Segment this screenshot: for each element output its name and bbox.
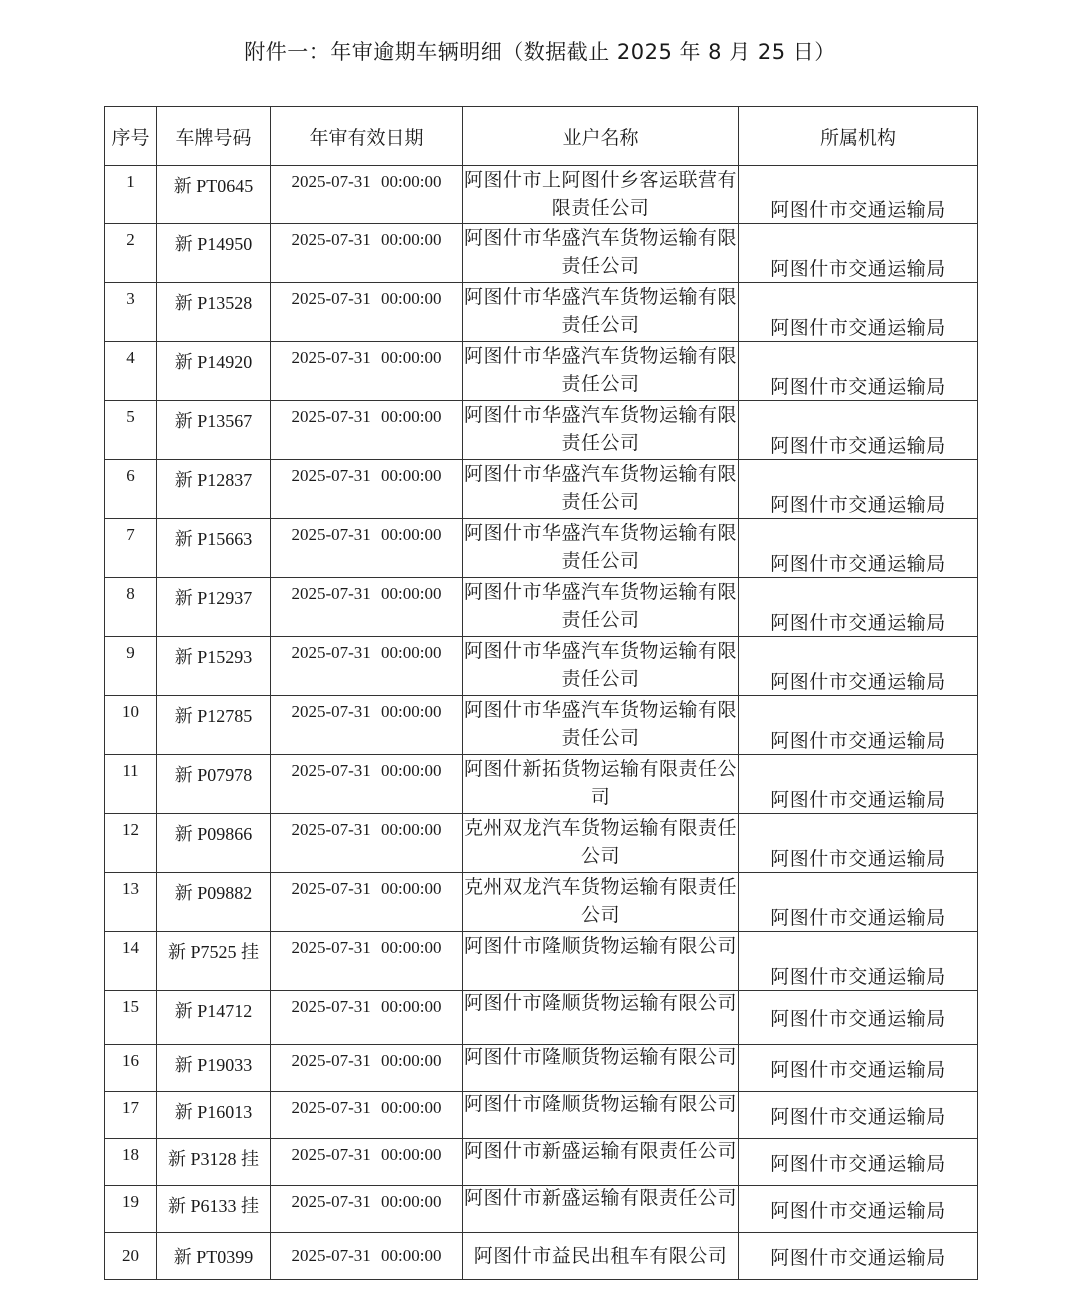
row-serial-number: 18	[105, 1139, 157, 1186]
row-plate-number: 新 P12785	[157, 696, 271, 755]
row-plate-number: 新 P12837	[157, 460, 271, 519]
row-inspection-date: 2025-07-31 00:00:00	[271, 814, 463, 873]
row-inspection-date: 2025-07-31 00:00:00	[271, 578, 463, 637]
header-plate-number: 车牌号码	[157, 107, 271, 166]
row-inspection-date: 2025-07-31 00:00:00	[271, 342, 463, 401]
row-owner-name: 阿图什市华盛汽车货物运输有限责任公司	[463, 578, 739, 637]
row-owner-name: 阿图什市新盛运输有限责任公司	[463, 1186, 739, 1233]
table-row	[105, 755, 978, 814]
table-row	[105, 814, 978, 873]
row-owner-name: 阿图什市上阿图什乡客运联营有限责任公司	[463, 166, 739, 224]
row-owner-name: 阿图什新拓货物运输有限责任公司	[463, 755, 739, 814]
row-owner-name: 阿图什市华盛汽车货物运输有限责任公司	[463, 401, 739, 460]
row-plate-number: 新 P14920	[157, 342, 271, 401]
table-row	[105, 519, 978, 578]
row-plate-number: 新 P12937	[157, 578, 271, 637]
document-title: 附件一：年审逾期车辆明细（数据截止 2025 年 8 月 25 日）	[244, 40, 836, 64]
row-owner-name: 阿图什市华盛汽车货物运输有限责任公司	[463, 342, 739, 401]
row-plate-number: 新 P09866	[157, 814, 271, 873]
row-serial-number: 6	[105, 460, 157, 519]
row-plate-number: 新 P6133 挂	[157, 1186, 271, 1233]
row-serial-number: 9	[105, 637, 157, 696]
row-organization: 阿图什市交通运输局	[739, 991, 978, 1045]
row-serial-number: 4	[105, 342, 157, 401]
row-inspection-date: 2025-07-31 00:00:00	[271, 696, 463, 755]
row-plate-number: 新 P14950	[157, 224, 271, 283]
row-serial-number: 19	[105, 1186, 157, 1233]
row-plate-number: 新 P3128 挂	[157, 1139, 271, 1186]
header-organization: 所属机构	[739, 107, 978, 166]
table-row	[105, 991, 978, 1045]
row-owner-name: 阿图什市新盛运输有限责任公司	[463, 1139, 739, 1186]
table-row	[105, 696, 978, 755]
row-inspection-date: 2025-07-31 00:00:00	[271, 166, 463, 224]
row-organization: 阿图什市交通运输局	[739, 755, 978, 814]
row-owner-name: 阿图什市隆顺货物运输有限公司	[463, 932, 739, 991]
row-serial-number: 14	[105, 932, 157, 991]
row-plate-number: 新 P16013	[157, 1092, 271, 1139]
row-serial-number: 16	[105, 1045, 157, 1092]
row-plate-number: 新 P07978	[157, 755, 271, 814]
table-row	[105, 1045, 978, 1092]
header-serial-number: 序号	[105, 107, 157, 166]
table-row	[105, 224, 978, 283]
row-inspection-date: 2025-07-31 00:00:00	[271, 1186, 463, 1233]
row-inspection-date: 2025-07-31 00:00:00	[271, 1233, 463, 1280]
row-organization: 阿图什市交通运输局	[739, 1139, 978, 1186]
table-row	[105, 166, 978, 224]
row-inspection-date: 2025-07-31 00:00:00	[271, 991, 463, 1045]
header-inspection-valid-date: 年审有效日期	[271, 107, 463, 166]
row-inspection-date: 2025-07-31 00:00:00	[271, 637, 463, 696]
table-row	[105, 401, 978, 460]
row-plate-number: 新 P19033	[157, 1045, 271, 1092]
row-owner-name: 阿图什市华盛汽车货物运输有限责任公司	[463, 460, 739, 519]
row-plate-number: 新 P13567	[157, 401, 271, 460]
row-organization: 阿图什市交通运输局	[739, 519, 978, 578]
table-row	[105, 637, 978, 696]
table-body	[105, 166, 978, 1280]
row-organization: 阿图什市交通运输局	[739, 932, 978, 991]
row-owner-name: 克州双龙汽车货物运输有限责任公司	[463, 814, 739, 873]
header-owner-name: 业户名称	[463, 107, 739, 166]
row-serial-number: 15	[105, 991, 157, 1045]
row-inspection-date: 2025-07-31 00:00:00	[271, 1092, 463, 1139]
row-serial-number: 17	[105, 1092, 157, 1139]
row-serial-number: 10	[105, 696, 157, 755]
row-inspection-date: 2025-07-31 00:00:00	[271, 1139, 463, 1186]
row-organization: 阿图什市交通运输局	[739, 166, 978, 224]
row-owner-name: 阿图什市隆顺货物运输有限公司	[463, 1045, 739, 1092]
row-owner-name: 阿图什市益民出租车有限公司	[463, 1233, 739, 1280]
row-inspection-date: 2025-07-31 00:00:00	[271, 519, 463, 578]
row-serial-number: 8	[105, 578, 157, 637]
row-organization: 阿图什市交通运输局	[739, 578, 978, 637]
row-serial-number: 1	[105, 166, 157, 224]
row-serial-number: 12	[105, 814, 157, 873]
table-header	[105, 107, 978, 166]
row-organization: 阿图什市交通运输局	[739, 1045, 978, 1092]
row-inspection-date: 2025-07-31 00:00:00	[271, 401, 463, 460]
table-row	[105, 1233, 978, 1280]
row-organization: 阿图什市交通运输局	[739, 1186, 978, 1233]
table-row	[105, 460, 978, 519]
row-organization: 阿图什市交通运输局	[739, 1092, 978, 1139]
table-row	[105, 283, 978, 342]
row-inspection-date: 2025-07-31 00:00:00	[271, 283, 463, 342]
row-plate-number: 新 P15663	[157, 519, 271, 578]
row-owner-name: 阿图什市华盛汽车货物运输有限责任公司	[463, 283, 739, 342]
row-plate-number: 新 PT0645	[157, 166, 271, 224]
row-organization: 阿图什市交通运输局	[739, 460, 978, 519]
row-plate-number: 新 PT0399	[157, 1233, 271, 1280]
row-owner-name: 阿图什市华盛汽车货物运输有限责任公司	[463, 519, 739, 578]
row-serial-number: 7	[105, 519, 157, 578]
table-row	[105, 1139, 978, 1186]
row-organization: 阿图什市交通运输局	[739, 224, 978, 283]
row-serial-number: 20	[105, 1233, 157, 1280]
table-row	[105, 873, 978, 932]
row-serial-number: 2	[105, 224, 157, 283]
row-organization: 阿图什市交通运输局	[739, 401, 978, 460]
row-owner-name: 阿图什市隆顺货物运输有限公司	[463, 991, 739, 1045]
row-organization: 阿图什市交通运输局	[739, 814, 978, 873]
row-plate-number: 新 P09882	[157, 873, 271, 932]
row-organization: 阿图什市交通运输局	[739, 696, 978, 755]
row-inspection-date: 2025-07-31 00:00:00	[271, 932, 463, 991]
row-inspection-date: 2025-07-31 00:00:00	[271, 1045, 463, 1092]
row-plate-number: 新 P13528	[157, 283, 271, 342]
row-organization: 阿图什市交通运输局	[739, 342, 978, 401]
row-inspection-date: 2025-07-31 00:00:00	[271, 460, 463, 519]
row-inspection-date: 2025-07-31 00:00:00	[271, 224, 463, 283]
row-organization: 阿图什市交通运输局	[739, 1233, 978, 1280]
row-owner-name: 克州双龙汽车货物运输有限责任公司	[463, 873, 739, 932]
table-row	[105, 1092, 978, 1139]
row-serial-number: 5	[105, 401, 157, 460]
row-plate-number: 新 P15293	[157, 637, 271, 696]
row-organization: 阿图什市交通运输局	[739, 637, 978, 696]
row-owner-name: 阿图什市华盛汽车货物运输有限责任公司	[463, 637, 739, 696]
row-serial-number: 11	[105, 755, 157, 814]
row-owner-name: 阿图什市华盛汽车货物运输有限责任公司	[463, 224, 739, 283]
table-row	[105, 932, 978, 991]
row-organization: 阿图什市交通运输局	[739, 283, 978, 342]
row-owner-name: 阿图什市隆顺货物运输有限公司	[463, 1092, 739, 1139]
row-inspection-date: 2025-07-31 00:00:00	[271, 755, 463, 814]
row-organization: 阿图什市交通运输局	[739, 873, 978, 932]
row-owner-name: 阿图什市华盛汽车货物运输有限责任公司	[463, 696, 739, 755]
table-row	[105, 578, 978, 637]
table-row	[105, 1186, 978, 1233]
row-serial-number: 3	[105, 283, 157, 342]
table-row	[105, 342, 978, 401]
row-plate-number: 新 P14712	[157, 991, 271, 1045]
row-plate-number: 新 P7525 挂	[157, 932, 271, 991]
overdue-vehicle-table	[104, 106, 978, 1280]
row-inspection-date: 2025-07-31 00:00:00	[271, 873, 463, 932]
header-row	[105, 107, 978, 166]
row-serial-number: 13	[105, 873, 157, 932]
